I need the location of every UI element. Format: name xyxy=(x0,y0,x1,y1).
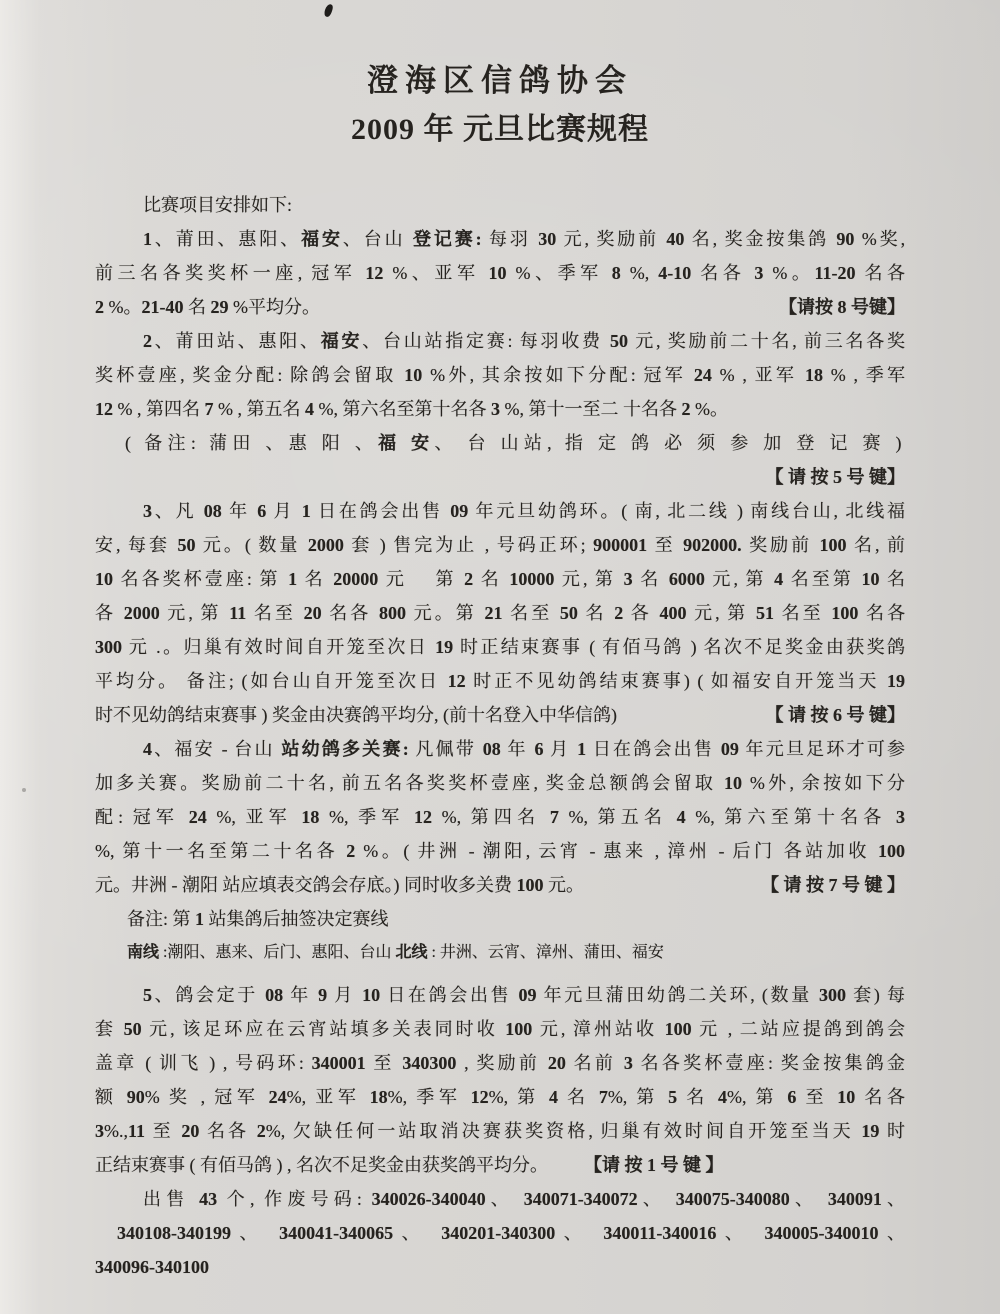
p3-line2: 安, 每套 50 元。( 数量 2000 套 ) 售完为止 , 号码正环; 900001 至 902000. 奖励前 100 名, 前 xyxy=(95,535,905,555)
routes-line: 南线 :潮阳、惠来、后门、惠阳、台山 北线 : 井洲、云宵、漳州、蒲田、福安 xyxy=(127,944,664,961)
p2-line3: 12 % , 第四名 7 % , 第五名 4 %, 第六名至第十名各 3 %, 第十一至二 十名各 2 %。 xyxy=(95,399,728,419)
document-title: 澄海区信鸽协会 xyxy=(367,63,633,98)
void-line2: 340108-340199、 340041-340065、 340201-340300、 340011-340016、 340005-340010、 xyxy=(117,1223,905,1243)
p5-line1: 5、鸽会定于 08 年 9 月 10 日在鸽会出售 09 年元旦蒲田幼鸽二关环, (数量 300 套) 每 xyxy=(143,985,905,1005)
p4-line3: 配: 冠军 24 %, 亚军 18 %, 季军 12 %, 第四名 7 %, 第五名 4 %, 第六至第十名各 3 xyxy=(95,807,905,827)
p5-line6: 正结束赛事 ( 有佰马鸽 ) , 名次不足奖金由获奖鸽平均分。 【请 按 1 号 键 】 xyxy=(95,1155,724,1175)
ink-blot-mark xyxy=(323,3,334,18)
p4-line2: 加多关赛。奖励前二十名, 前五名各奖奖杯壹座, 奖金总额鸽会留取 10 %外, 余按如下分 xyxy=(95,773,905,793)
p2-line1: 2、莆田站、惠阳、福安、台山站指定赛: 每羽收费 50 元, 奖励前二十名, 前三名各奖 xyxy=(143,331,905,351)
p3-line3: 10 名各奖杯壹座: 第 1 名 20000 元 第 2 名 10000 元, 第 3 名 6000 元, 第 4 名至第 10 名 xyxy=(95,569,905,589)
p5-line2: 套 50 元, 该足环应在云宵站填多关表同时收 100 元, 漳州站收 100 元 , 二站应提鸽到鸽会 xyxy=(95,1019,905,1039)
intro-line: 比赛项目安排如下: xyxy=(143,195,293,215)
p5-line3: 盖章 ( 训飞 ) , 号码环: 340001 至 340300 , 奖励前 20 名前 3 名各奖杯壹座: 奖金按集鸽金 xyxy=(95,1053,905,1073)
p5-line4: 额 90% 奖 , 冠军 24%, 亚军 18%, 季军 12%, 第 4 名 7%, 第 5 名 4%, 第 6 至 10 名各 xyxy=(95,1087,905,1107)
p1-line3: 2 %。21-40 名 29 %平均分。 【请按 8 号键】 xyxy=(95,297,905,317)
p1-line1: 1、莆田、惠阳、福安、台山 登记赛: 每羽 30 元, 奖励前 40 名, 奖金按集鸽 90 %奖, xyxy=(143,229,905,249)
p4-line4: %, 第十一名至第二十名各 2 %。( 井洲 - 潮阳, 云宵 - 惠来 , 漳州 - 后门 各站加收 100 xyxy=(95,841,905,861)
key-5: 【 请 按 5 号 键】 xyxy=(765,467,905,487)
p3-line4: 各 2000 元, 第 11 名至 20 名各 800 元。第 21 名至 50 名 2 各 400 元, 第 51 名至 100 名各 xyxy=(95,603,905,623)
scan-speck xyxy=(22,788,26,792)
void-line3: 340096-340100 xyxy=(95,1257,209,1277)
p3-line5: 300 元 .。归巢有效时间自开笼至次日 19 时正结束赛事 ( 有佰马鸽 ) 名次不足奖金由获奖鸽 xyxy=(95,637,905,657)
p4-line5: 元。井洲 - 潮阳 站应填表交鸽会存底。) 同时收多关费 100 元。 【 请 按 7 号 键 】 xyxy=(95,875,905,895)
p2-note: ( 备注: 蒲田 、惠 阳 、福 安、 台 山站, 指 定 鸽 必 须 参 加 登 记 赛 ) xyxy=(125,433,905,453)
p3-line6: 平均分。 备注; (如台山自开笼至次日 12 时正不见幼鸽结束赛事) ( 如福安自开笼当天 19 xyxy=(95,671,905,691)
void-line1: 出售 43 个, 作废号码: 340026-340040、 340071-340072、 340075-340080、 340091、 xyxy=(143,1189,905,1209)
p1-line2: 前三名各奖奖杯一座, 冠军 12 %、亚军 10 %、季军 8 %, 4-10 名各 3 %。11-20 名各 xyxy=(95,263,905,283)
p4-line1: 4、福安 - 台山 站幼鸽多关赛: 凡佩带 08 年 6 月 1 日在鸽会出售 09 年元旦足环才可参 xyxy=(143,739,905,759)
p5-line5: 3%.,11 至 20 名各 2%, 欠缺任何一站取消决赛获奖资格, 归巢有效时间自开笼至当天 19 时 xyxy=(95,1121,905,1141)
p3-line7: 时不见幼鸽结束赛事 ) 奖金由决赛鸽平均分, (前十名登入中华信鸽) 【 请 按 6 号 键】 xyxy=(95,705,905,725)
document-body xyxy=(95,188,905,1284)
document-subtitle: 2009 年 元旦比赛规程 xyxy=(351,113,649,146)
p3-line1: 3、凡 08 年 6 月 1 日在鸽会出售 09 年元旦幼鸽环。( 南, 北二线 ) 南线台山, 北线福 xyxy=(143,501,905,521)
p2-line2: 奖杯壹座, 奖金分配: 除鸽会留取 10 %外, 其余按如下分配: 冠军 24 % , 亚军 18 % , 季军 xyxy=(95,365,905,385)
note-line: 备注: 第 1 站集鸽后抽签决定赛线 xyxy=(127,909,389,929)
document-content xyxy=(95,58,905,1284)
